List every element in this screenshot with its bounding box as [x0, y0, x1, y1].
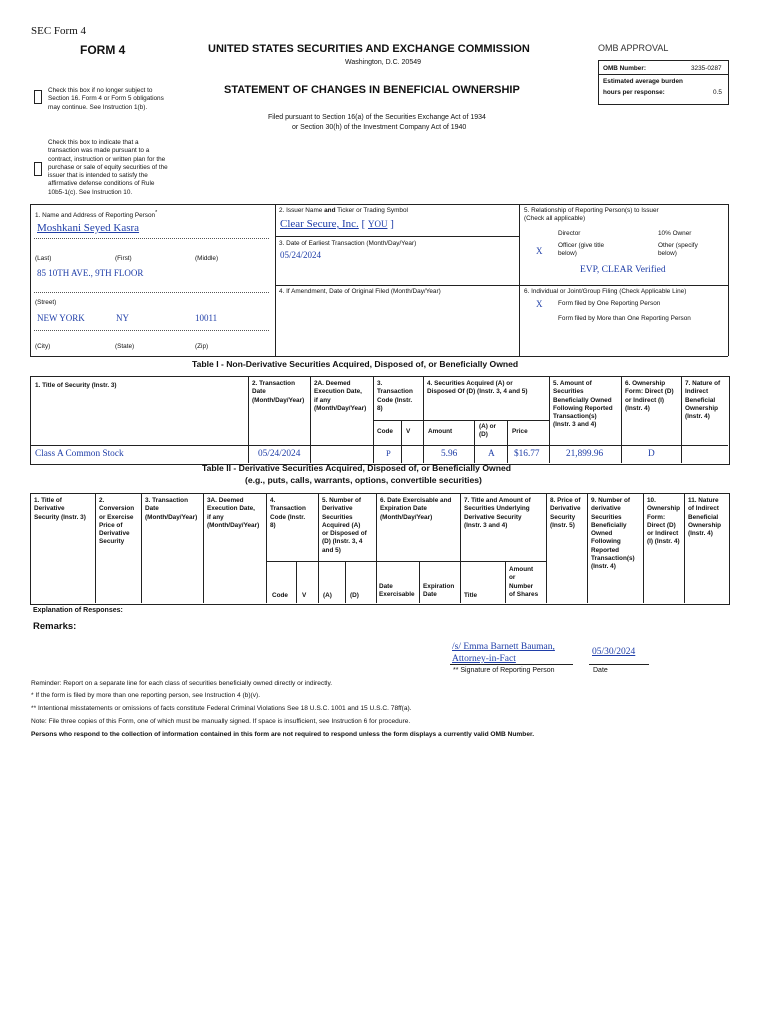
box6-label: 6. Individual or Joint/Group Filing (Check Applicable Line) [524, 288, 687, 295]
t1-row-price: $16.77 [514, 449, 540, 459]
agency-title: UNITED STATES SECURITIES AND EXCHANGE COMMISSION [208, 43, 530, 55]
t1-h3: 3. Transaction Code (Instr. 8) [377, 380, 413, 412]
check1-text: Check this box if no longer subject to Section 16. Form 4 or Form 5 obligations may continue. See Instruction 1(b). [48, 87, 164, 111]
one-person-label: Form filed by One Reporting Person [558, 300, 661, 307]
signature: /s/ Emma Barnett Bauman, Attorney-in-Fact [452, 642, 555, 664]
note-1: * If the form is filed by more than one reporting person, see Instruction 4 (b)(v). [31, 692, 261, 699]
t2-sub-a: (A) [323, 592, 332, 599]
box4-label: 4. If Amendment, Date of Original Filed (Month/Day/Year) [279, 288, 441, 295]
one-person-check[interactable]: X [536, 299, 543, 309]
filed-line-1: Filed pursuant to Section 16(a) of the Securities Exchange Act of 1934 [268, 114, 486, 121]
officer-label: Officer (give title below) [558, 242, 605, 258]
explanation-label: Explanation of Responses: [33, 607, 123, 614]
omb-box: OMB Number: 3235-0287 Estimated average burden hours per response: 0.5 [598, 60, 729, 105]
t1-sub-ad: (A) or (D) [479, 423, 497, 439]
signature-label: ** Signature of Reporting Person [453, 667, 555, 674]
first-label: (First) [115, 255, 132, 262]
t2-h8: 8. Price of Derivative Security (Instr. 5) [550, 497, 581, 529]
t1-row-code: P [386, 448, 391, 458]
city-value: NEW YORK [37, 313, 85, 323]
form-title: FORM 4 [80, 43, 126, 57]
t2-h3: 3. Transaction Date (Month/Day/Year) [145, 497, 198, 521]
omb-persons-note: Persons who respond to the collection of information contained in this form are not required to respond unless the form displays a currently valid OMB Number. [31, 731, 535, 738]
t1-sub-price: Price [512, 428, 528, 435]
t1-h4: 4. Securities Acquired (A) or Disposed Of (D) (Instr. 3, 4 and 5) [427, 380, 528, 396]
t1-sub-amount: Amount [428, 428, 453, 435]
t1-sub-v: V [406, 428, 411, 435]
t1-h6: 6. Ownership Form: Direct (D) or Indirect (I) (Instr. 4) [625, 380, 674, 412]
t2-h10: 10. Ownership Form: Direct (D) or Indirect (I) (Instr. 4) [647, 497, 681, 546]
t2-h9: 9. Number of derivative Securities Beneficially Owned Following Reported Transaction(s) (Instr. 4) [591, 497, 635, 571]
t2-sub-code: Code [272, 592, 288, 599]
director-label: Director [558, 230, 581, 237]
more-person-label: Form filed by More than One Reporting Person [558, 315, 691, 322]
t1-row-form: D [648, 449, 655, 459]
t2-h4: 4. Transaction Code (Instr. 8) [270, 497, 306, 529]
issuer-link[interactable]: Clear Secure, Inc. [280, 218, 359, 230]
street-label: (Street) [35, 299, 57, 306]
box5-label: 5. Relationship of Reporting Person(s) to Issuer (Check all applicable) [524, 207, 659, 223]
t1-row-ad: A [488, 449, 495, 459]
middle-label: (Middle) [195, 255, 219, 262]
t1-h2: 2. Transaction Date (Month/Day/Year) [252, 380, 305, 404]
t2-h6: 6. Date Exercisable and Expiration Date (Month/Day/Year) [380, 497, 452, 521]
t1-h5: 5. Amount of Securities Beneficially Owned Following Reported Transaction(s) (Instr. 3 and 4) [553, 380, 613, 429]
t2-sub-title: Title [464, 592, 478, 599]
city-label: (City) [35, 343, 51, 350]
t2-sub-d: (D) [350, 592, 359, 599]
t1-row-amount: 5.96 [441, 449, 458, 459]
note-2: ** Intentional misstatements or omissions of facts constitute Federal Criminal Violations See 18 U.S.C. 1001 and 15 U.S.C. 78ff(a). [31, 705, 412, 712]
t2-h1: 1. Title of Derivative Security (Instr. 3) [34, 497, 86, 521]
check2-text: Check this box to indicate that a transaction was made pursuant to a contract, instruction or written plan for the purchase or sale of equity securities of the issuer that is intended to satisfy the affirmative defense conditions of Rule 10b5-1(c). See Instruction 10. [48, 139, 168, 196]
note-3: Note: File three copies of this Form, one of which must be manually signed. If space is insufficient, see Instruction 6 for procedure. [31, 718, 411, 725]
state-value: NY [116, 313, 129, 323]
date-label: Date [593, 667, 608, 674]
other-label: Other (specify below) [658, 242, 698, 258]
t2-h7: 7. Title and Amount of Securities Underlying Derivative Security (Instr. 3 and 4) [464, 497, 531, 529]
t2-sub-exercisable: Date Exercisable [379, 583, 415, 599]
signature-date: 05/30/2024 [592, 647, 636, 657]
t2-h3a: 3A. Deemed Execution Date, if any (Month/Day/Year) [207, 497, 260, 529]
filed-line-2: or Section 30(h) of the Investment Company Act of 1940 [292, 124, 467, 131]
reporting-person-name[interactable]: Moshkani Seyed Kasra [37, 222, 140, 234]
t2-h5: 5. Number of Derivative Securities Acquired (A) or Disposed of (D) (Instr. 3, 4 and 5) [322, 497, 367, 554]
officer-check[interactable]: X [536, 246, 543, 256]
t2-h2: 2. Conversion or Exercise Price of Derivative Security [99, 497, 135, 546]
box2-label: 2. Issuer Name and Ticker or Trading Symbol [279, 207, 408, 214]
ticker-link[interactable]: YOU [367, 219, 388, 229]
sec-form-label: SEC Form 4 [31, 25, 87, 37]
t1-row-owned: 21,899.96 [566, 449, 604, 459]
last-label: (Last) [35, 255, 52, 262]
statement-title: STATEMENT OF CHANGES IN BENEFICIAL OWNERSHIP [224, 84, 520, 96]
reminder-text: Reminder: Report on a separate line for each class of securities beneficially owned directly or indirectly. [31, 680, 333, 687]
t1-row-title: Class A Common Stock [35, 449, 124, 459]
zip-label: (Zip) [195, 343, 209, 350]
rule-10b5-checkbox[interactable] [34, 162, 42, 176]
earliest-transaction-date: 05/24/2024 [280, 250, 322, 260]
officer-title: EVP, CLEAR Verified [580, 265, 666, 275]
address-value: 85 10TH AVE., 9TH FLOOR [37, 268, 144, 278]
t1-h2a: 2A. Deemed Execution Date, if any (Month/Day/Year) [314, 380, 367, 412]
t2-sub-expiration: Expiration Date [423, 583, 455, 599]
t2-sub-amount: Amount or Number of Shares [509, 566, 539, 598]
t2-h11: 11. Nature of Indirect Beneficial Ownership (Instr. 4) [688, 497, 722, 538]
t1-sub-code: Code [377, 428, 393, 435]
t1-h7: 7. Nature of Indirect Beneficial Ownership (Instr. 4) [685, 380, 721, 421]
remarks-label: Remarks: [33, 621, 77, 632]
omb-approval-title: OMB APPROVAL [598, 43, 669, 53]
agency-city: Washington, D.C. 20549 [345, 59, 422, 66]
issuer-name: Clear Secure, Inc. [ YOU ] [280, 218, 394, 230]
table1-title: Table I - Non-Derivative Securities Acquired, Disposed of, or Beneficially Owned [192, 359, 519, 369]
t1-h1: 1. Title of Security (Instr. 3) [35, 382, 117, 389]
t1-row-date: 05/24/2024 [258, 449, 301, 459]
ten-pct-owner-label: 10% Owner [658, 230, 692, 237]
table2-title1: Table II - Derivative Securities Acquired, Disposed of, or Beneficially Owned [202, 463, 511, 473]
state-label: (State) [115, 343, 135, 350]
zip-value: 10011 [195, 313, 218, 323]
box1-label: 1. Name and Address of Reporting Person* [35, 210, 158, 220]
t2-sub-v: V [302, 592, 307, 599]
box3-label: 3. Date of Earliest Transaction (Month/Day/Year) [279, 240, 417, 247]
table2-title2: (e.g., puts, calls, warrants, options, convertible securities) [245, 475, 482, 485]
no-longer-subject-checkbox[interactable] [34, 90, 42, 104]
